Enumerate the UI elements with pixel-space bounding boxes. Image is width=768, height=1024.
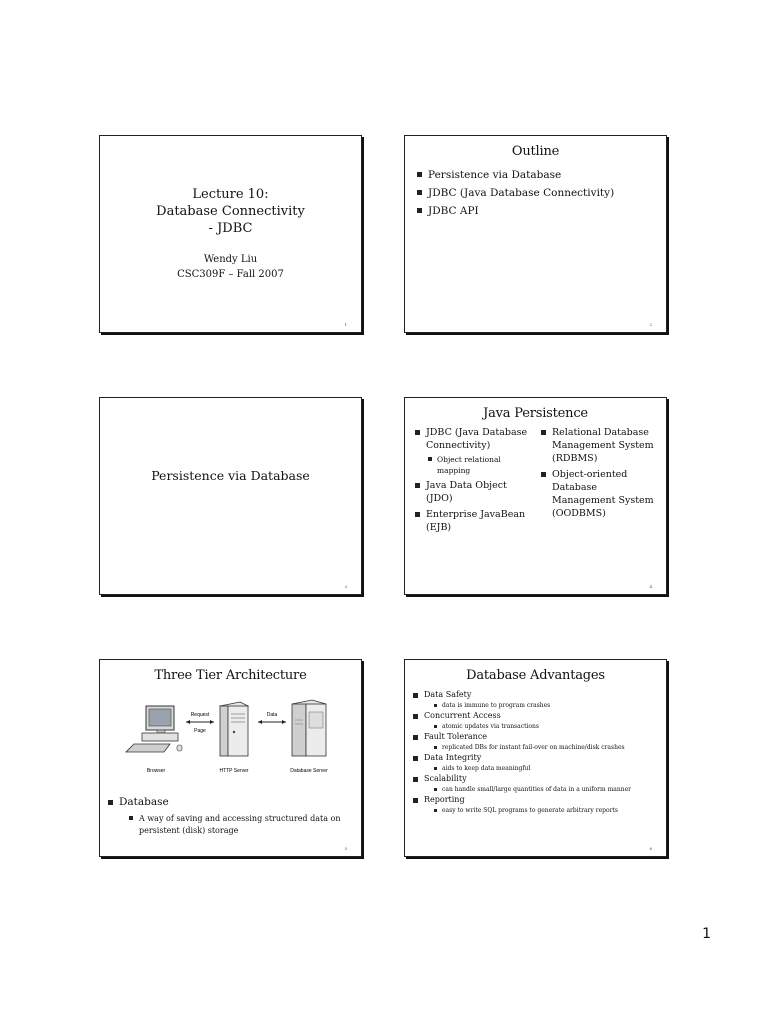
list-item: Relational Database Management System (RDBMS)	[539, 426, 663, 465]
page-label: Page	[194, 728, 206, 734]
item-label: Data Safety	[424, 690, 472, 699]
list-item: JDBC API	[415, 202, 614, 220]
sub-item: A way of saving and accessing structured data on persistent (disk) storage	[127, 813, 361, 837]
bullet-list	[411, 690, 661, 816]
slide-title: Persistence via Database	[151, 468, 310, 483]
http-server-icon	[220, 702, 248, 756]
slide-2	[404, 135, 667, 333]
item-label: Data Integrity	[424, 753, 482, 762]
list-item: Object-oriented Database Management System (OODBMS)	[539, 468, 663, 520]
http-server-label: HTTP Server	[219, 768, 249, 774]
slide-title: Java Persistence	[483, 406, 588, 421]
sub-item: can handle small/large quantities of data in a uniform manner	[432, 785, 661, 794]
list-item: JDBC (Java Database Connectivity)	[415, 184, 614, 202]
request-page-arrow	[186, 720, 214, 724]
left-column	[413, 426, 531, 537]
list-item: Persistence via Database	[415, 166, 614, 184]
slide-number: 3	[344, 584, 347, 589]
slide-4	[404, 397, 667, 595]
slide-5	[99, 659, 362, 857]
request-label: Request	[190, 712, 210, 718]
item-label: Scalability	[424, 774, 467, 783]
item-label: Database	[119, 796, 169, 808]
title-line-1: Lecture 10:	[192, 187, 269, 202]
item-label: Fault Tolerance	[424, 732, 488, 741]
sub-item: atomic updates via transactions	[432, 722, 661, 731]
slide-1-byline	[100, 252, 361, 282]
list-item	[411, 711, 661, 731]
slide-number: 1	[344, 322, 347, 327]
item-label: JDBC (Java Database Connectivity)	[426, 427, 528, 451]
author: Wendy Liu	[203, 254, 258, 265]
database-server-label: Database Server	[290, 768, 328, 774]
list-item	[411, 795, 661, 815]
item-label: Concurrent Access	[424, 711, 501, 720]
three-tier-diagram	[114, 690, 349, 790]
list-item: Java Data Object (JDO)	[413, 479, 531, 505]
course: CSC309F – Fall 2007	[177, 269, 284, 280]
right-column	[539, 426, 663, 523]
data-arrow	[258, 720, 286, 724]
database-server-icon	[292, 700, 326, 756]
slide-1	[99, 135, 362, 333]
data-label: Data	[266, 712, 278, 718]
bullet-list	[106, 796, 361, 837]
list-item	[411, 774, 661, 794]
sub-item: data is immune to program crashes	[432, 701, 661, 710]
slide-title: Database Advantages	[466, 668, 605, 683]
list-item: Enterprise JavaBean (EJB)	[413, 508, 531, 534]
list-item	[411, 690, 661, 710]
slide-number: 5	[344, 846, 347, 851]
slide-6	[404, 659, 667, 857]
list-item	[413, 426, 531, 476]
browser-label: Browser	[146, 768, 166, 774]
slide-1-title	[100, 186, 361, 237]
sub-item: easy to write SQL programs to generate arbitrary reports	[432, 806, 661, 815]
slide-3	[99, 397, 362, 595]
browser-computer-icon	[126, 706, 182, 752]
sub-item: Object relational mapping	[426, 454, 531, 476]
sub-item: aids to keep data meaningful	[432, 764, 661, 773]
page-number: 1	[702, 926, 711, 942]
list-item	[411, 732, 661, 752]
slide-title: Outline	[511, 144, 560, 159]
slide-number: 4	[649, 584, 652, 589]
title-line-2: Database Connectivity	[156, 204, 305, 219]
slide-title: Three Tier Architecture	[154, 668, 307, 683]
item-label: Reporting	[424, 795, 465, 804]
list-item	[411, 753, 661, 773]
list-item	[106, 796, 361, 837]
slide-number: 2	[649, 322, 652, 327]
title-line-3: - JDBC	[208, 221, 253, 236]
sub-item: replicated DBs for instant fail-over on machine/disk crashes	[432, 743, 661, 752]
bullet-list	[415, 166, 614, 220]
slide-number: 6	[649, 846, 652, 851]
